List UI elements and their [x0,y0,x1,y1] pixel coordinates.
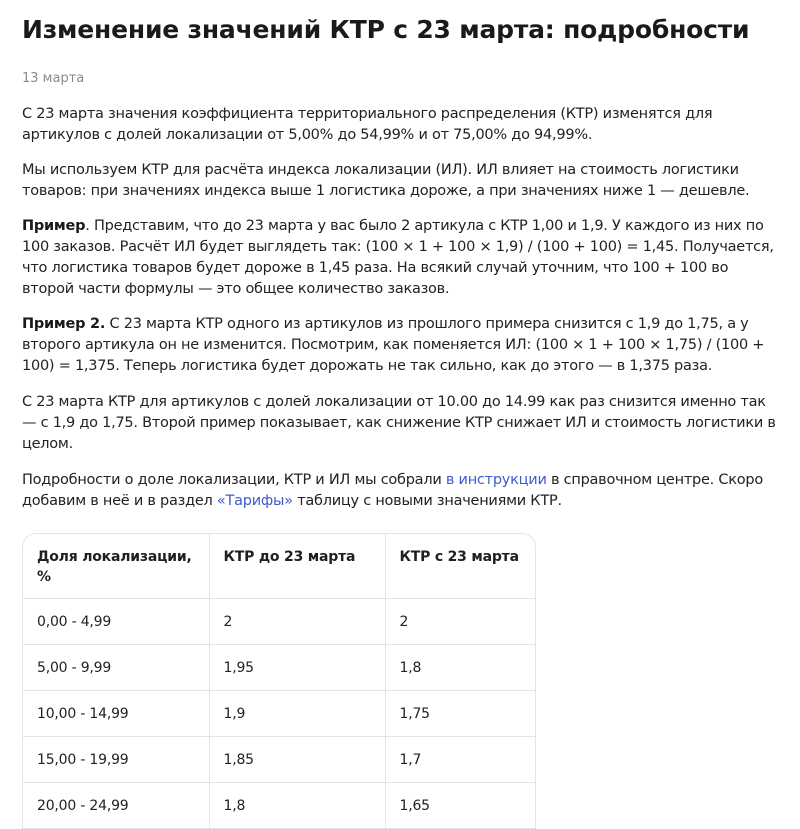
table-row [23,782,535,828]
publish-date: 13 марта [22,71,85,86]
paragraph-localization-change: С 23 марта КТР для артикулов с долей локализации от 10.00 до 14.99 как раз снизится именно так — с 1,9 до 1,75. Второй пример показывает, как снижение КТР снижает ИЛ и стоимость логистики в целом. [22,394,776,452]
tariffs-link[interactable]: «Тарифы» [216,493,293,509]
cell-ktr-after: 1,7 [385,736,535,782]
header-ktr-after: КТР с 23 марта [385,534,535,598]
cell-ktr-after: 1,8 [385,644,535,690]
example-1-text: . Представим, что до 23 марта у вас было 2 артикула с КТР 1,00 и 1,9. У каждого из них по 100 заказов. Расчёт ИЛ будет выглядеть так: (100 × 1 + 100 × 1,9) / (100 + 100) = 1,45. Получается, что логистика товаров будет дороже в 1,45 раза. На всякий случай уточним, что 100 + 100 во второй части формулы — это общее количество заказов. [22,218,774,297]
cell-ktr-before: 1,9 [209,690,385,736]
cell-ktr-after: 1,75 [385,690,535,736]
table-row [23,598,535,644]
table-header-row [23,534,535,598]
cell-ktr-before: 1,95 [209,644,385,690]
cell-ktr-before: 1,8 [209,782,385,828]
header-localization-share: Доля локализации, % [23,534,209,598]
paragraph-details [22,470,782,512]
paragraph-example-2 [22,314,782,377]
article [22,0,782,829]
cell-localization-share: 10,00 - 14,99 [23,690,209,736]
example-2-label: Пример 2. [22,316,106,332]
table-row [23,736,535,782]
ktr-table-container [22,533,536,829]
cell-ktr-before: 2 [209,598,385,644]
cell-localization-share: 5,00 - 9,99 [23,644,209,690]
paragraph-ktr-usage: Мы используем КТР для расчёта индекса локализации (ИЛ). ИЛ влияет на стоимость логистики товаров: при значениях индекса выше 1 логистика дороже, а при значениях ниже 1 — дешевле. [22,162,750,199]
ktr-table [23,534,535,829]
cell-ktr-after: 2 [385,598,535,644]
example-2-text: С 23 марта КТР одного из артикулов из прошлого примера снизится с 1,9 до 1,75, а у второго артикула он не изменится. Посмотрим, как поменяется ИЛ: (100 × 1 + 100 × 1,75) / (100 + 100) = 1,375. Теперь логистика будет дорожать не так сильно, как до этого — в 1,375 раза. [22,316,765,374]
header-ktr-before: КТР до 23 марта [209,534,385,598]
paragraph-example-1 [22,216,782,300]
details-text-c: таблицу с новыми значениями КТР. [292,493,562,509]
cell-localization-share: 20,00 - 24,99 [23,782,209,828]
table-row [23,690,535,736]
details-text-a: Подробности о доле локализации, КТР и ИЛ мы собрали [22,472,446,488]
cell-ktr-before: 1,85 [209,736,385,782]
details-text-b: в справочном центре. Скоро добавим в неё и в раздел [22,472,763,509]
table-row [23,644,535,690]
paragraph-intro: С 23 марта значения коэффициента территориального распределения (КТР) изменятся для артикулов с долей локализации от 5,00% до 54,99% и от 75,00% до 94,99%. [22,106,713,143]
cell-localization-share: 15,00 - 19,99 [23,736,209,782]
article-title: Изменение значений КТР с 23 марта: подробности [22,15,750,44]
instruction-link[interactable]: в инструкции [445,472,547,488]
cell-ktr-after: 1,65 [385,782,535,828]
example-1-label: Пример [22,218,86,234]
cell-localization-share: 0,00 - 4,99 [23,598,209,644]
